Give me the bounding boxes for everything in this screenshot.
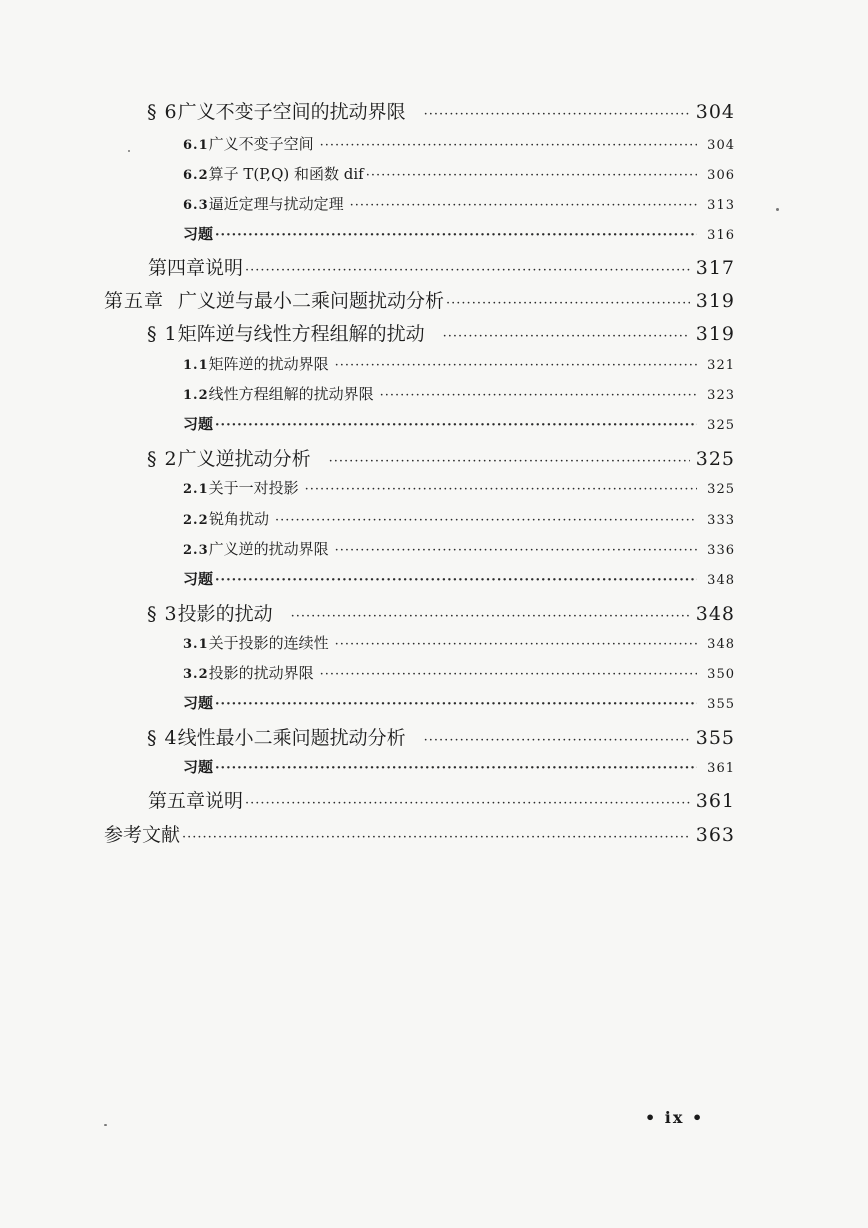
dot-leader — [275, 513, 697, 528]
entry-title: 广义逆的扰动界限 — [208, 540, 329, 558]
entry-title: 习题 — [183, 694, 214, 712]
entry-page-number: 319 — [695, 290, 735, 312]
entry-title: 矩阵逆的扰动界限 — [208, 355, 329, 373]
toc-entry-exercises[interactable] — [183, 756, 735, 777]
toc-entry-section-1[interactable] — [147, 319, 735, 346]
toc-entry-6-1[interactable] — [183, 133, 735, 154]
entry-page-number: 317 — [695, 257, 735, 279]
entry-title: 线性最小二乘问题扰动分析 — [177, 727, 406, 749]
dot-leader — [320, 667, 697, 682]
toc-entry-1-1[interactable] — [183, 353, 735, 374]
dot-leader — [215, 418, 697, 433]
dot-leader — [245, 263, 690, 278]
dot-leader — [380, 388, 697, 403]
dot-leader — [424, 733, 690, 748]
entry-number: 2.3 — [183, 543, 209, 558]
entry-number: 1.2 — [183, 388, 209, 403]
entry-page-number: 333 — [707, 513, 735, 528]
entry-title: 习题 — [183, 225, 214, 243]
entry-title: 关于投影的连续性 — [208, 634, 329, 652]
entry-page-number: 348 — [707, 637, 735, 652]
toc-entry-1-2[interactable] — [183, 383, 735, 404]
entry-page-number: 304 — [707, 138, 735, 153]
entry-page-number: 355 — [695, 727, 735, 749]
entry-number: § 3 — [147, 603, 178, 625]
entry-page-number: 306 — [707, 168, 735, 183]
entry-title: 关于一对投影 — [208, 479, 299, 497]
toc-entry-chapter-4-notes[interactable] — [148, 253, 735, 280]
entry-title: 投影的扰动 — [177, 603, 273, 625]
entry-page-number: 361 — [707, 761, 735, 776]
entry-number: 3.2 — [183, 667, 209, 682]
toc-entry-exercises[interactable] — [183, 692, 735, 713]
toc-entry-2-1[interactable] — [183, 477, 735, 498]
entry-page-number: 363 — [695, 824, 735, 846]
dot-leader — [335, 543, 697, 558]
dot-leader — [215, 573, 697, 588]
toc-entry-6-2[interactable] — [183, 163, 735, 184]
dot-leader — [305, 482, 697, 497]
entry-title: 投影的扰动界限 — [208, 664, 314, 682]
entry-title: 锐角扰动 — [208, 510, 269, 528]
toc-entry-2-2[interactable] — [183, 508, 735, 529]
toc-entry-references[interactable] — [104, 820, 735, 847]
scan-speck — [128, 150, 130, 152]
page-number-marker: • ix • — [645, 1108, 705, 1127]
toc-entry-6-3[interactable] — [183, 193, 735, 214]
entry-number: 1.1 — [183, 358, 209, 373]
toc-entry-section-4[interactable] — [147, 723, 735, 750]
entry-number: 2.1 — [183, 482, 209, 497]
toc-entry-chapter-5-notes[interactable] — [148, 786, 735, 813]
entry-page-number: 350 — [707, 667, 735, 682]
entry-number: 6.2 — [183, 168, 209, 183]
entry-title: 广义不变子空间的扰动界限 — [177, 101, 406, 123]
dot-leader — [215, 228, 697, 243]
dot-leader — [366, 168, 697, 183]
entry-title: 广义逆与最小二乘问题扰动分析 — [178, 290, 445, 312]
entry-title: 广义不变子空间 — [208, 135, 314, 153]
dot-leader — [424, 107, 690, 122]
entry-page-number: 348 — [695, 603, 735, 625]
entry-title: 习题 — [183, 758, 214, 776]
dot-leader — [335, 358, 697, 373]
scan-speck — [776, 208, 779, 211]
dot-leader — [215, 697, 697, 712]
entry-page-number: 336 — [707, 543, 735, 558]
entry-page-number: 319 — [695, 323, 735, 345]
entry-page-number: 304 — [695, 101, 735, 123]
scan-speck — [104, 1124, 107, 1126]
dot-leader — [329, 454, 690, 469]
dot-leader — [215, 761, 697, 776]
entry-title: 矩阵逆与线性方程组解的扰动 — [177, 323, 425, 345]
entry-title: 算子 T(P,Q) 和函数 dif — [208, 165, 364, 183]
entry-title: 逼近定理与扰动定理 — [208, 195, 344, 213]
entry-page-number: 316 — [707, 228, 735, 243]
toc-entry-section-3[interactable] — [147, 599, 735, 626]
toc-entry-chapter-5[interactable] — [104, 286, 735, 313]
entry-title: 参考文献 — [104, 824, 181, 846]
toc-entry-3-1[interactable] — [183, 632, 735, 653]
entry-number: 2.2 — [183, 513, 209, 528]
entry-title: 线性方程组解的扰动界限 — [208, 385, 374, 403]
dot-leader — [320, 138, 697, 153]
dot-leader — [446, 296, 690, 311]
toc-entry-3-2[interactable] — [183, 662, 735, 683]
entry-title: 第四章说明 — [148, 257, 244, 279]
dot-leader — [335, 637, 697, 652]
entry-page-number: 355 — [707, 697, 735, 712]
entry-number: § 6 — [147, 101, 178, 123]
entry-number: 6.1 — [183, 138, 209, 153]
dot-leader — [245, 796, 690, 811]
dot-leader — [182, 830, 690, 845]
entry-page-number: 325 — [707, 482, 735, 497]
entry-page-number: 348 — [707, 573, 735, 588]
entry-page-number: 361 — [695, 790, 735, 812]
entry-title: 习题 — [183, 570, 214, 588]
entry-number: 第五章 — [104, 290, 165, 312]
entry-number: § 1 — [147, 323, 178, 345]
entry-page-number: 325 — [695, 448, 735, 470]
toc-entry-section-6[interactable] — [147, 97, 735, 124]
toc-entry-2-3[interactable] — [183, 538, 735, 559]
entry-number: § 4 — [147, 727, 178, 749]
toc-entry-exercises[interactable] — [183, 223, 735, 244]
entry-page-number: 323 — [707, 388, 735, 403]
entry-page-number: 325 — [707, 418, 735, 433]
entry-page-number: 313 — [707, 198, 735, 213]
toc-entry-section-2[interactable] — [147, 444, 735, 471]
toc-entry-exercises[interactable] — [183, 568, 735, 589]
entry-title: 习题 — [183, 415, 214, 433]
entry-title: 广义逆扰动分析 — [177, 448, 311, 470]
entry-title: 第五章说明 — [148, 790, 244, 812]
entry-number: § 2 — [147, 448, 178, 470]
toc-entry-exercises[interactable] — [183, 413, 735, 434]
dot-leader — [350, 198, 697, 213]
entry-page-number: 321 — [707, 358, 735, 373]
dot-leader — [443, 329, 690, 344]
entry-number: 3.1 — [183, 637, 209, 652]
entry-number: 6.3 — [183, 198, 209, 213]
dot-leader — [291, 609, 690, 624]
